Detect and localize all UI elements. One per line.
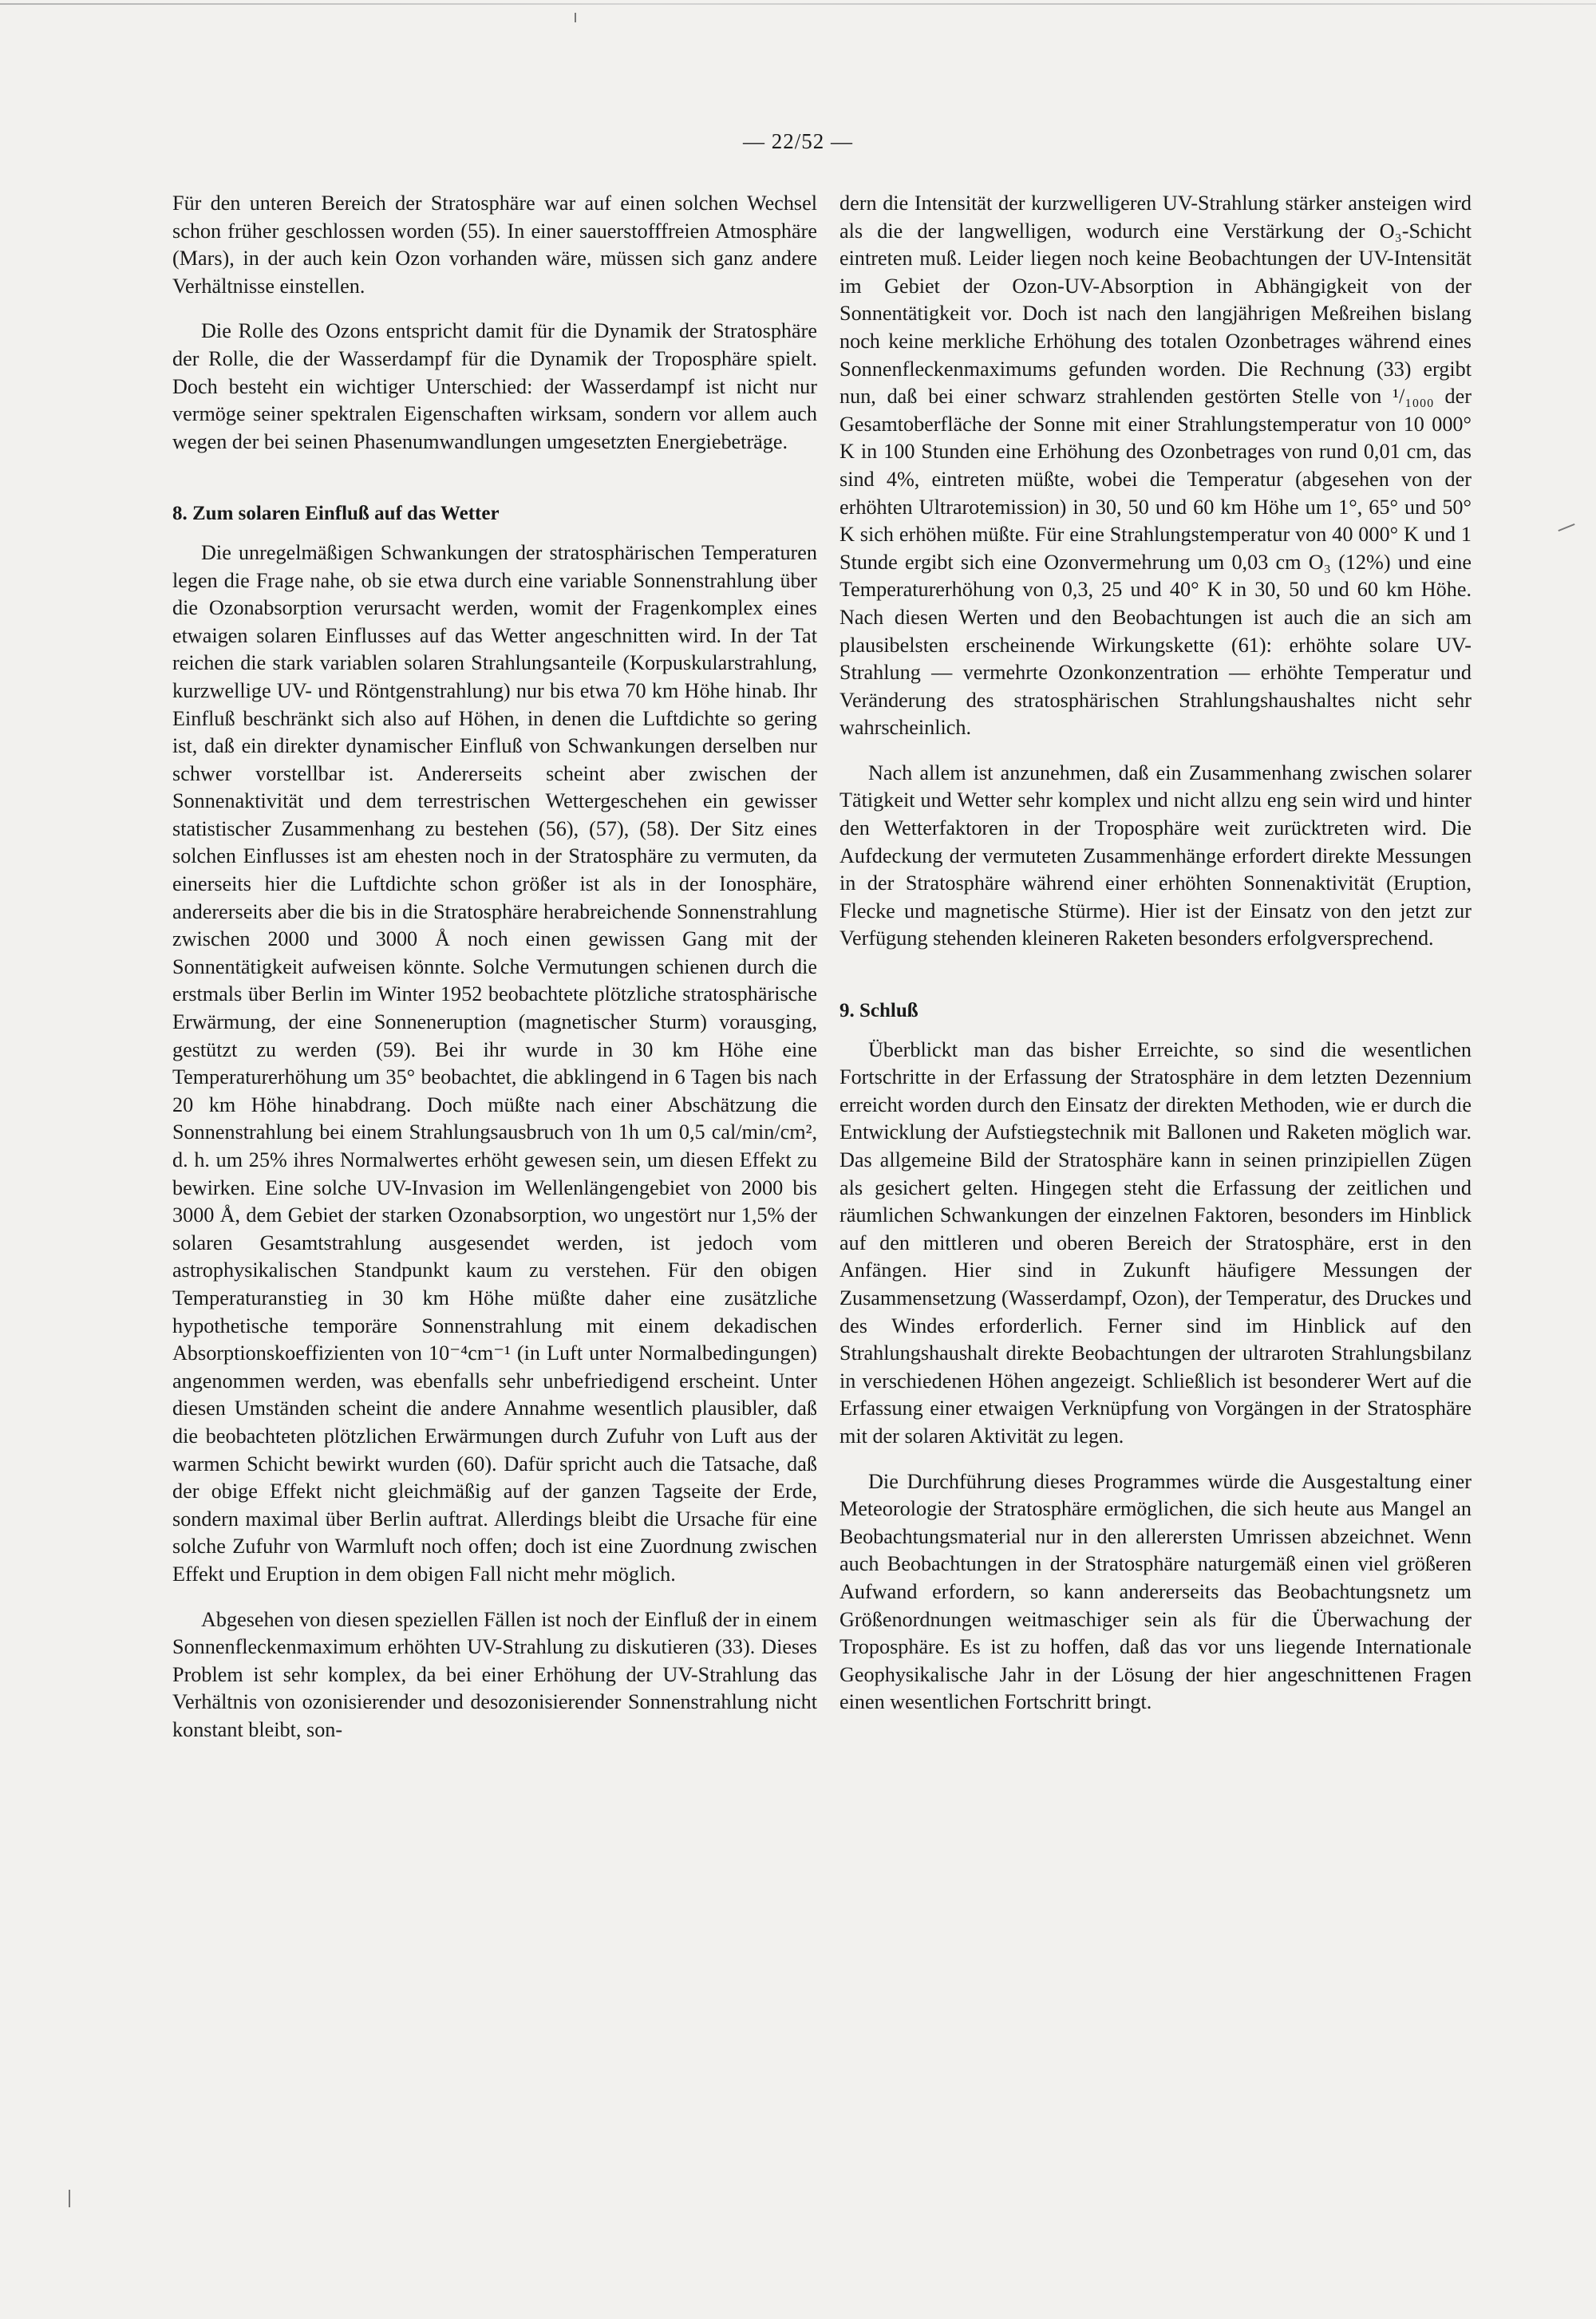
scan-artifact-mark: [1558, 523, 1574, 531]
scan-edge-line: [0, 3, 1596, 5]
section-heading-9: 9. Schluß: [839, 1000, 918, 1022]
left-column: [172, 190, 817, 1761]
scan-artifact-mark: [69, 2190, 70, 2207]
page-number: — 22/52 —: [742, 129, 853, 153]
paragraph: Die unregelmäßigen Schwankungen der stratosphärischen Temperaturen legen die Frage nahe, ob sie etwa durch eine variable Sonnenstrahlung über die Ozonabsorption verursacht werden, womit der Fragenkomplex eines etwaigen solaren Einflusses auf das Wetter angeschnitten wird. In der Tat reichen die stark variablen solaren Strahlungsanteile (Korpuskularstrahlung, kurzwellige UV- und Röntgenstrahlung) nur bis etwa 70 km Höhe hinab. Ihr Einfluß beschränkt sich also auf Höhen, in denen die Luftdichte so gering ist, daß ein direkter dynamischer Einfluß von Schwankungen derselben nur schwer vorstellbar ist. Andererseits scheint aber zwischen der Sonnenaktivität und dem terrestrischen Wettergeschehen ein gewisser statistischer Zusammenhang zu bestehen (56), (57), (58). Der Sitz eines solchen Einflusses ist am ehesten noch in der Stratosphäre zu vermuten, da einerseits hier die Luftdichte schon größer ist als in der Ionosphäre, andererseits aber die bis in die Stratosphäre herabreichende Sonnenstrahlung zwischen 2000 und 3000 Å noch einen gewissen Gang mit der Sonnentätigkeit aufweisen könnte. Solche Vermutungen schienen durch die erstmals über Berlin im Winter 1952 beobachtete plötzliche stratosphärische Erwärmung, der eine Sonneneruption (magnetischer Sturm) vorausging, gestützt zu werden (59). Bei ihr wurde in 30 km Höhe eine Temperaturerhöhung um 35° beobachtet, die abklingend in 6 Tagen bis nach 20 km Höhe hinabdrang. Doch müßte nach einer Abschätzung die Sonnenstrahlung bei einem Strahlungsausbruch von 1h um 0,5 cal/min/cm², d. h. um 25% ihres Normalwertes erhöht gewesen sein, um diesen Effekt zu bewirken. Eine solche UV-Invasion im Wellenlängengebiet von 2000 bis 3000 Å, dem Gebiet der starken Ozonabsorption, wo ungestört nur 1,5% der solaren Gesamtstrahlung ausgesendet werden, ist jedoch vom astrophysikalischen Standpunkt kaum zu verstehen. Für den obigen Temperaturanstieg in 30 km Höhe müßte daher eine zusätzliche hypothetische temporäre Sonnenstrahlung mit einem dekadischen Absorptionskoeffizienten von 10⁻⁴cm⁻¹ (in Luft unter Normalbedingungen) angenommen werden, was ebenfalls sehr unbefriedigend erscheint. Unter diesen Umständen scheint die andere Annahme wesentlich plausibler, daß die beobachteten plötzlichen Erwärmungen durch Zufuhr von Luft aus der warmen Schicht bewirkt wurden (60). Dafür spricht auch die Tatsache, daß der obige Effekt nicht gleichmäßig auf der ganzen Tagseite der Erde, sondern maximal über Berlin auftrat. Allerdings bleibt die Ursache für eine solche Zufuhr von Warmluft noch offen; doch ist eine Zuordnung zwischen Effekt und Eruption in dem obigen Fall nicht mehr möglich.: [172, 540, 817, 1586]
paragraph: Die Durchführung dieses Programmes würde die Ausgestaltung einer Meteorologie der Stratosphäre ermöglichen, die sich heute aus Mangel an Beobachtungsmaterial nur in den allerersten Umrissen abzeichnet. Wenn auch Beobachtungen in der Stratosphäre naturgemäß einen viel größeren Aufwand erfordern, so kann andererseits das Beobachtungsnetz um Größenordnungen weitmaschiger sein als für die Überwachung der Troposphäre. Es ist zu hoffen, daß das vor uns liegende Internationale Geophysikalische Jahr in der Lösung der hier angeschnittenen Fragen einen wesentlichen Fortschritt bringt.: [839, 1469, 1472, 1714]
paragraph: Nach allem ist anzunehmen, daß ein Zusammenhang zwischen solarer Tätigkeit und Wetter sehr komplex und nicht allzu eng sein wird und hinter den Wetterfaktoren in der Troposphäre weit zurücktreten wird. Die Aufdeckung der vermuteten Zusammenhänge erfordert direkte Messungen in der Stratosphäre während einer erhöhten Sonnenaktivität (Eruption, Flecke und magnetische Stürme). Hier ist der Einsatz von den jetzt zur Verfügung stehenden kleineren Raketen besonders erfolgversprechend.: [839, 760, 1472, 950]
paragraph: Die Rolle des Ozons entspricht damit für die Dynamik der Stratosphäre der Rolle, die der Wasserdampf für die Dynamik der Troposphäre spielt. Doch besteht ein wichtiger Unterschied: der Wasserdampf ist nicht nur vermöge seiner spektralen Eigenschaften wirksam, sondern vor allem auch wegen der bei seinen Phasenumwandlungen umgesetzten Energiebeträge.: [172, 319, 817, 453]
paragraph: Für den unteren Bereich der Stratosphäre war auf einen solchen Wechsel schon früher geschlossen worden (55). In einer sauerstofffreien Atmosphäre (Mars), in der auch kein Ozon vorhanden wäre, müssen sich ganz andere Verhältnisse einstellen.: [172, 192, 817, 298]
paragraph: dern die Intensität der kurzwelligeren UV-Strahlung stärker ansteigen wird als die der langwelligen, wodurch eine Verstärkung der O₃-Schicht eintreten muß. Leider liegen noch keine Beobachtungen der UV-Intensität im Gebiet der Ozon-UV-Absorption in Abhängigkeit von der Sonnentätigkeit vor. Doch ist nach den langjährigen Meßreihen bislang noch keine merkliche Erhöhung des totalen Ozonbetrages während eines Sonnenfleckenmaximums gefunden worden. Die Rechnung (33) ergibt nun, daß bei einer schwarz strahlenden gestörten Stelle von ¹/₁₀₀₀ der Gesamtoberfläche der Sonne mit einer Strahlungstemperatur von 10 000° K in 100 Stunden eine Erhöhung des Ozonbetrages von rund 0,01 cm, das sind 4%, eintreten müßte, wobei die Temperatur (abgesehen von der erhöhten Ultrarotemission) in 30, 50 und 60 km Höhe um 1°, 65° und 50° K sich erhöhen müßte. Für eine Strahlungstemperatur von 40 000° K und 1 Stunde ergibt sich eine Ozonvermehrung um 0,03 cm O₃ (12%) und eine Temperaturerhöhung von 0,3, 25 und 40° K in 30, 50 und 60 km Höhe. Nach diesen Werten und den Beobachtungen ist auch die an sich am plausibelsten erscheinende Wirkungskette (61): erhöhte solare UV-Strahlung — vermehrte Ozonkonzentration — erhöhte Temperatur und Veränderung des stratosphärischen Strahlungshaushaltes nicht sehr wahrscheinlich.: [839, 192, 1472, 740]
section-heading-8: 8. Zum solaren Einfluß auf das Wetter: [172, 503, 500, 525]
paragraph: Überblickt man das bisher Erreichte, so sind die wesentlichen Fortschritte in der Erfassung der Stratosphäre in dem letzten Dezennium erreicht worden durch den Einsatz der direkten Methoden, wie er durch die Entwicklung der Aufstiegstechnik mit Ballonen und Raketen möglich war. Das allgemeine Bild der Stratosphäre kann in seinen prinzipiellen Zügen als gesichert gelten. Hingegen steht die Erfassung der zeitlichen und räumlichen Schwankungen der einzelnen Faktoren, besonders im Hinblick auf den mittleren und oberen Bereich der Stratosphäre, erst in den Anfängen. Hier sind in Zukunft häufigere Messungen der Zusammensetzung (Wasserdampf, Ozon), der Temperatur, des Druckes und des Windes erforderlich. Ferner sind im Hinblick auf den Strahlungshaushalt direkte Beobachtungen der ultraroten Strahlungsbilanz in verschiedenen Höhen angezeigt. Schließlich ist besonderer Wert auf die Erfassung einer etwaigen Verknüpfung von Vorgängen in der Stratosphäre mit der solaren Aktivität zu legen.: [839, 1037, 1472, 1448]
scan-artifact-mark: [575, 13, 576, 22]
paragraph: Abgesehen von diesen speziellen Fällen ist noch der Einfluß der in einem Sonnenfleckenmaximum erhöhten UV-Strahlung zu diskutieren (33). Dieses Problem ist sehr komplex, da bei einer Erhöhung der UV-Strahlung das Verhältnis von ozonisierender und desozonisierender Sonnenstrahlung nicht konstant bleibt, son-: [172, 1607, 817, 1741]
right-column: [839, 190, 1472, 1734]
